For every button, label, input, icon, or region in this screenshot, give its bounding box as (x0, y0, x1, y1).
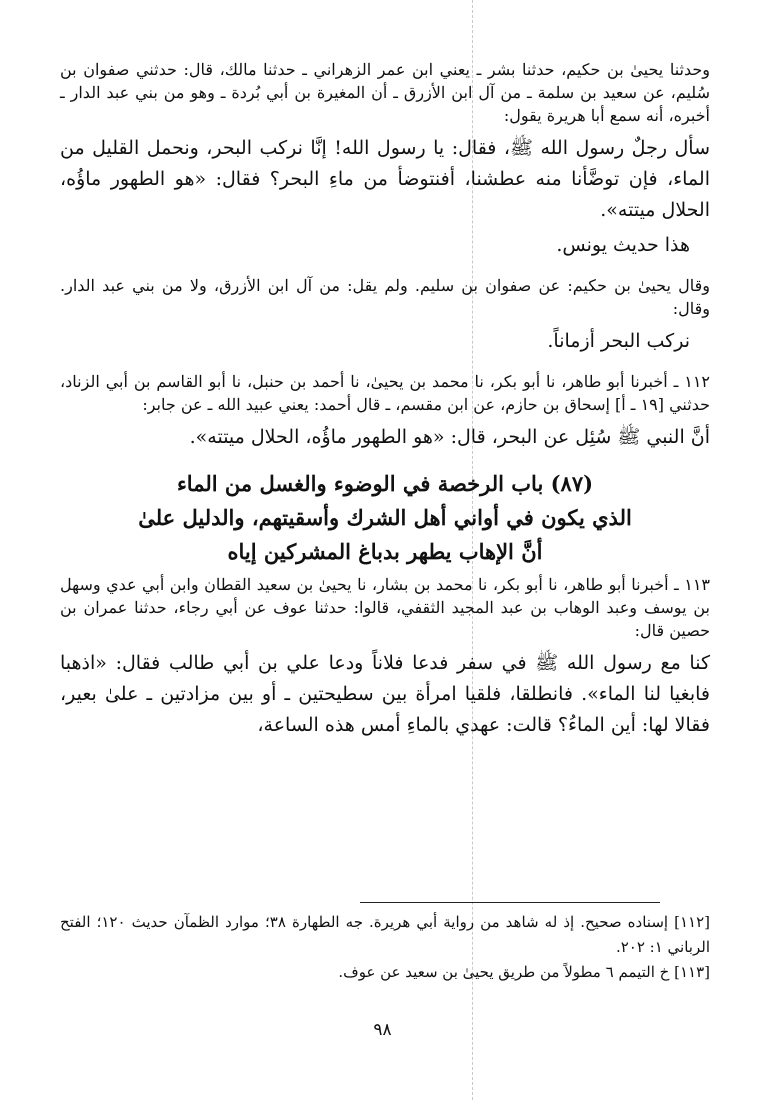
isnad-paragraph-112: ١١٢ ـ أخبرنا أبو طاهر، نا أبو بكر، نا محمد بن يحيىٰ، نا أحمد بن حنبل، نا أبو القاسم بن أبي الزناد، حدثني [١٩ ـ أ] إسحاق بن حازم، عن ابن مقسم، ـ قال أحمد: يعني عبيد الله ـ عن جابر: (60, 372, 710, 414)
footnote-divider (360, 902, 660, 903)
chapter-heading-line: (٨٧) باب الرخصة في الوضوء والغسل من الماء (176, 471, 594, 496)
hadith-text: كنا مع رسول الله ﷺ في سفر فدعا فلاناً ودعا علي بن أبي طالب فقال: «اذهبا فابغيا لنا الماء». فانطلقا، فلقيا امرأة بين سطيحتين ـ أو بين مزادتين ـ علىٰ بعير، فقالا لها: أين الماءُ؟ قالت: عهدي بالماءِ أمس هذه الساعة، (60, 652, 710, 736)
page-body (60, 58, 710, 745)
isnad-paragraph: وحدثنا يحيىٰ بن حكيم، حدثنا بشر ـ يعني ابن عمر الزهراني ـ حدثنا مالك، قال: حدثني صفوان بن سُليم، عن سعيد بن سلمة ـ من آل ابن الأزرق ـ أن المغيرة بن أبي بُردة ـ وهو من بني عبد الدار ـ أخبره، أنه سمع أبا هريرة يقول: (60, 60, 710, 125)
hadith-text: سأل رجلٌ رسول الله ﷺ، فقال: يا رسول الله! إنَّا نركب البحر، ونحمل القليل من الماء، فإن توضَّأنا منه عطشنا، أفنتوضأ من ماءِ البحر؟ فقال: «هو الطهور ماؤُه، الحلال ميتته». (60, 137, 710, 221)
comment-line: هذا حديث يونس. (556, 234, 690, 256)
footnotes (60, 910, 710, 985)
hadith-text: أنَّ النبي ﷺ سُئِل عن البحر، قال: «هو الطهور ماؤُه، الحلال ميتته». (189, 426, 710, 448)
isnad-paragraph: وقال يحيىٰ بن حكيم: عن صفوان بن سليم. ولم يقل: من آل ابن الأزرق، ولا من بني عبد الدار. وقال: (60, 276, 710, 318)
chapter-heading-line: أنَّ الإهاب يطهر بدباغ المشركين إياه (227, 539, 543, 564)
hadith-text: نركب البحر أزماناً. (547, 330, 690, 352)
page-number: ٩٨ (373, 1020, 392, 1040)
footnote: [١١٢] إسناده صحيح. إذ له شاهد من رواية أبي هريرة. جه الطهارة ٣٨؛ موارد الظمآن حديث ١٢٠؛ الفتح الرباني ١: ٢٠٢. (60, 913, 710, 956)
footnote: [١١٣] خ التيمم ٦ مطولاً من طريق يحيىٰ بن سعيد عن عوف. (338, 963, 710, 981)
chapter-heading (60, 467, 710, 569)
isnad-paragraph-113: ١١٣ ـ أخبرنا أبو طاهر، نا أبو بكر، نا محمد بن بشار، نا يحيىٰ بن سعيد القطان وابن أبي عدي وسهل بن يوسف وعبد الوهاب بن عبد المجيد الثقفي، قالوا: حدثنا عوف عن أبي رجاء، حدثنا عمران بن حصين قال: (60, 575, 710, 640)
chapter-heading-line: الذي يكون في أواني أهل الشرك وأسقيتهم، والدليل علىٰ (138, 505, 632, 530)
